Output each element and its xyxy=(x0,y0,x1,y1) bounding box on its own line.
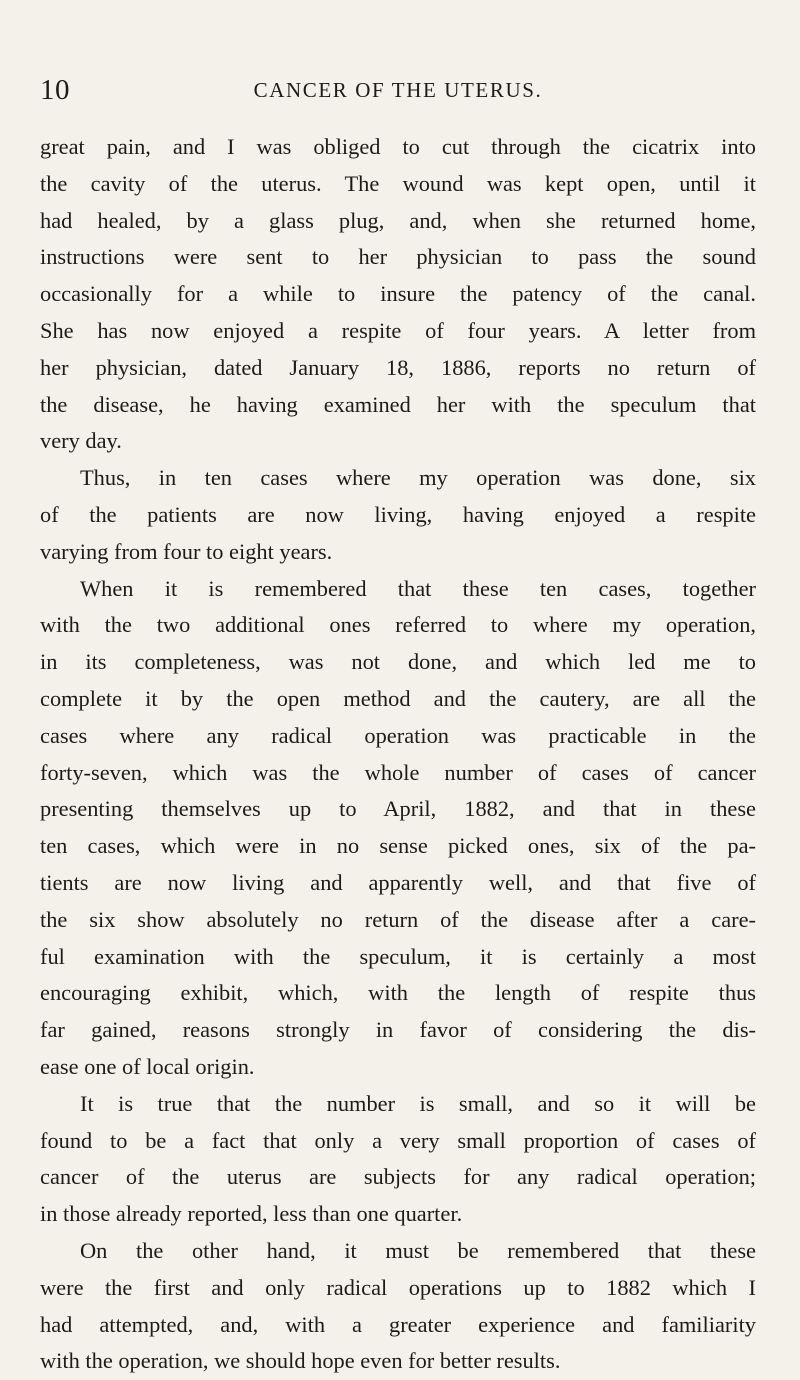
text-line: in those already reported, less than one quarter. xyxy=(40,1201,463,1227)
body-text xyxy=(40,129,756,1380)
text-line: in its completeness, was not done, and which led me to xyxy=(40,649,756,675)
text-line: varying from four to eight years. xyxy=(40,538,333,564)
text-line: far gained, reasons strongly in favor of considering the dis- xyxy=(40,1017,756,1043)
text-line: instructions were sent to her physician to pass the sound xyxy=(40,244,756,270)
text-line: great pain, and I was obliged to cut through the cicatrix into xyxy=(40,134,756,159)
text-line: her physician, dated January 18, 1886, reports no return of xyxy=(40,354,756,380)
page-number: 10 xyxy=(40,74,70,106)
text-line: tients are now living and apparently well, and that five of xyxy=(40,869,756,895)
text-line: with the two additional ones referred to where my operation, xyxy=(40,612,756,638)
text-line: occasionally for a while to insure the patency of the canal. xyxy=(40,281,756,307)
text-line: She has now enjoyed a respite of four years. A letter from xyxy=(40,317,756,343)
text-line: forty-seven, which was the whole number of cases of cancer xyxy=(40,759,756,785)
text-line: encouraging exhibit, which, with the length of respite thus xyxy=(40,980,756,1006)
text-line: cancer of the uterus are subjects for any radical operation; xyxy=(40,1164,756,1190)
text-line: presenting themselves up to April, 1882, and that in these xyxy=(40,796,756,822)
text-line: When it is remembered that these ten cases, together xyxy=(80,575,756,601)
text-line: cases where any radical operation was practicable in the xyxy=(40,722,756,748)
text-line: ten cases, which were in no sense picked ones, six of the pa- xyxy=(40,833,756,859)
text-line: with the operation, we should hope even for better results. xyxy=(40,1348,561,1374)
text-line: ease one of local origin. xyxy=(40,1053,255,1079)
text-line: very day. xyxy=(40,428,122,454)
running-title: CANCER OF THE UTERUS. xyxy=(253,78,543,102)
text-line: of the patients are now living, having enjoyed a respite xyxy=(40,501,756,527)
text-line: found to be a fact that only a very small proportion of cases of xyxy=(40,1127,756,1153)
text-line: the cavity of the uterus. The wound was kept open, until it xyxy=(40,170,756,196)
text-line: had attempted, and, with a greater experience and familiarity xyxy=(40,1311,756,1337)
text-line: the disease, he having examined her with the speculum that xyxy=(40,391,756,417)
text-line: On the other hand, it must be remembered that these xyxy=(80,1237,756,1263)
text-line: complete it by the open method and the cautery, are all the xyxy=(40,685,756,711)
text-line: were the first and only radical operations up to 1882 which I xyxy=(40,1274,756,1300)
text-line: It is true that the number is small, and so it will be xyxy=(80,1090,756,1116)
text-line: Thus, in ten cases where my operation was done, six xyxy=(80,465,756,491)
running-head xyxy=(40,74,756,108)
text-line: ful examination with the speculum, it is certainly a most xyxy=(40,943,756,969)
text-line: had healed, by a glass plug, and, when she returned home, xyxy=(40,207,756,233)
text-line: the six show absolutely no return of the disease after a care- xyxy=(40,906,756,932)
